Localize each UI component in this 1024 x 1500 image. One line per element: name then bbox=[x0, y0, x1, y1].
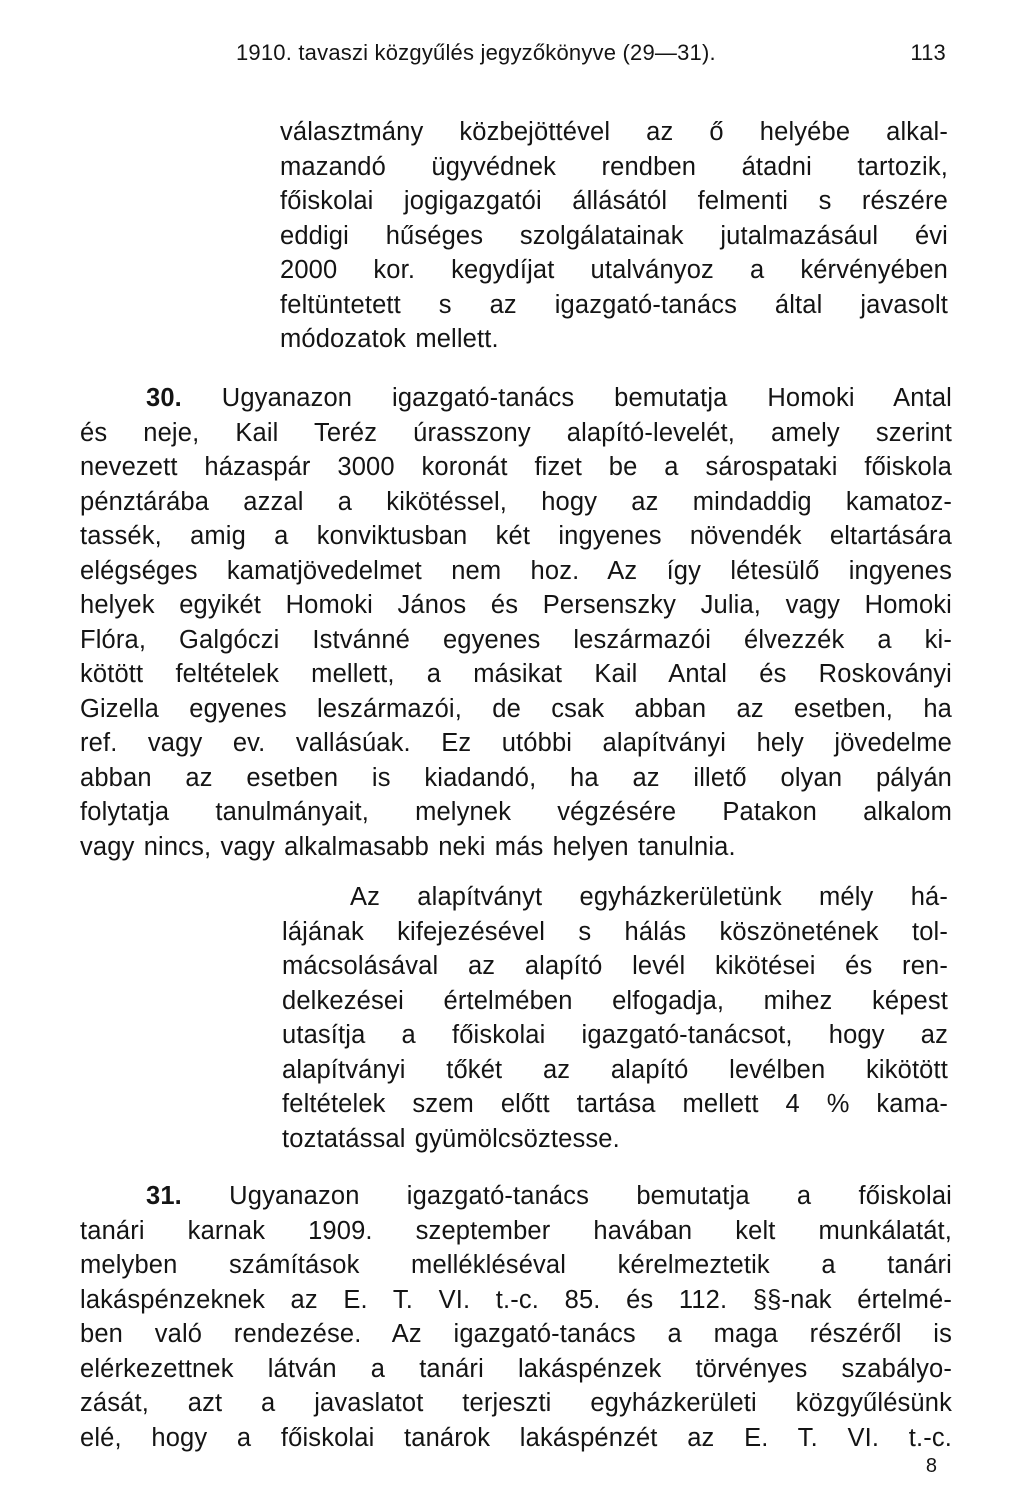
text-line: delkezései értelmében elfogadja, mihez képest bbox=[282, 986, 948, 1015]
text-line: lájának kifejezésével s hálás köszönetének tol- bbox=[282, 917, 948, 946]
text-line: főiskolai jogigazgatói állásától felmenti s részére bbox=[280, 187, 948, 215]
text-line: toztatással gyümölcsöztesse. bbox=[282, 1124, 620, 1153]
paragraph-item-31 bbox=[80, 1179, 952, 1455]
text-line: elégséges kamatjövedelmet nem hoz. Az így létesülő ingyenes bbox=[80, 556, 952, 585]
text-line: ref. vagy ev. vallásúak. Ez utóbbi alapítványi hely jövedelme bbox=[80, 729, 952, 757]
text-line: ben való rendezése. Az igazgató-tanács a maga részéről is bbox=[80, 1320, 952, 1348]
item-number: 30. bbox=[146, 384, 182, 412]
text-line: választmány közbejöttével az ő helyébe alkal- bbox=[280, 118, 948, 146]
paragraph-item-30 bbox=[80, 381, 952, 864]
item-number: 31. bbox=[146, 1182, 182, 1210]
signature-mark: 8 bbox=[925, 1455, 937, 1477]
header-title: 1910. tavaszi közgyűlés jegyzőkönyve (29—31). bbox=[236, 40, 716, 65]
text-fragment: Ugyanazon igazgató-tanács bemutatja Homoki Antal bbox=[221, 384, 952, 412]
text-line: alapítványi tőkét az alapító levélben kikötött bbox=[282, 1055, 948, 1084]
text-line: feltüntetett s az igazgató-tanács által javasolt bbox=[280, 290, 948, 319]
text-line: zását, azt a javaslatot terjeszti egyházkerületi közgyűlésünk bbox=[80, 1389, 952, 1417]
text-line: eddigi hűséges szolgálatainak jutalmazásául évi bbox=[280, 221, 948, 250]
text-line: elé, hogy a főiskolai tanárok lakáspénzét az E. T. VI. t.-c. bbox=[80, 1423, 952, 1452]
text-line: Gizella egyenes leszármazói, de csak abban az esetben, ha bbox=[80, 694, 952, 723]
text-line: abban az esetben is kiadandó, ha az illető olyan pályán bbox=[80, 763, 952, 792]
text-line: lakáspénzeknek az E. T. VI. t.-c. 85. és 112. §§-nak értelmé- bbox=[80, 1285, 952, 1314]
text-line: Az alapítványt egyházkerületünk mély há- bbox=[350, 883, 948, 911]
text-line: pénztárába azzal a kikötéssel, hogy az mindaddig kamatoz- bbox=[80, 487, 952, 516]
text-line: tassék, amig a konviktusban két ingyenes növendék eltartására bbox=[80, 522, 952, 550]
text-line: Flóra, Galgóczi Istvánné egyenes leszármazói élvezzék a ki- bbox=[80, 625, 952, 654]
text-line: módozatok mellett. bbox=[280, 325, 499, 353]
text-line: feltételek szem előtt tartása mellett 4 % kama- bbox=[282, 1090, 948, 1118]
text-line: melyben számítások mellékléséval kérelmeztetik a tanári bbox=[80, 1251, 952, 1279]
text-line: folytatja tanulmányait, melynek végzésére Patakon alkalom bbox=[80, 798, 952, 826]
text-line: nevezett házaspár 3000 koronát fizet be a sárospataki főiskola bbox=[80, 453, 952, 481]
text-line: 2000 kor. kegydíjat utalványoz a kérvényében bbox=[280, 256, 948, 284]
page-number: 113 bbox=[910, 40, 946, 65]
paragraph-continuation bbox=[280, 115, 948, 357]
text-line: elérkezettnek látván a tanári lakáspénzek törvényes szabályo- bbox=[80, 1354, 952, 1383]
text-line: utasítja a főiskolai igazgató-tanácsot, hogy az bbox=[282, 1021, 948, 1049]
text-line: mácsolásával az alapító levél kikötései és ren- bbox=[282, 952, 948, 980]
text-line: kötött feltételek mellett, a másikat Kail Antal és Roskoványi bbox=[80, 660, 952, 688]
text-line bbox=[80, 1179, 952, 1214]
paragraph-resolution bbox=[282, 880, 948, 1156]
text-line: mazandó ügyvédnek rendben átadni tartozik, bbox=[280, 152, 948, 181]
text-line bbox=[80, 381, 952, 416]
text-line: vagy nincs, vagy alkalmasabb neki más helyen tanulnia. bbox=[80, 832, 736, 861]
text-line: és neje, Kail Teréz úrasszony alapító-levelét, amely szerint bbox=[80, 418, 952, 447]
text-fragment: Ugyanazon igazgató-tanács bemutatja a főiskolai bbox=[229, 1182, 952, 1210]
text-line: helyek egyikét Homoki János és Persenszky Julia, vagy Homoki bbox=[80, 591, 952, 619]
text-line: tanári karnak 1909. szeptember havában kelt munkálatát, bbox=[80, 1216, 952, 1245]
running-header bbox=[236, 40, 946, 72]
